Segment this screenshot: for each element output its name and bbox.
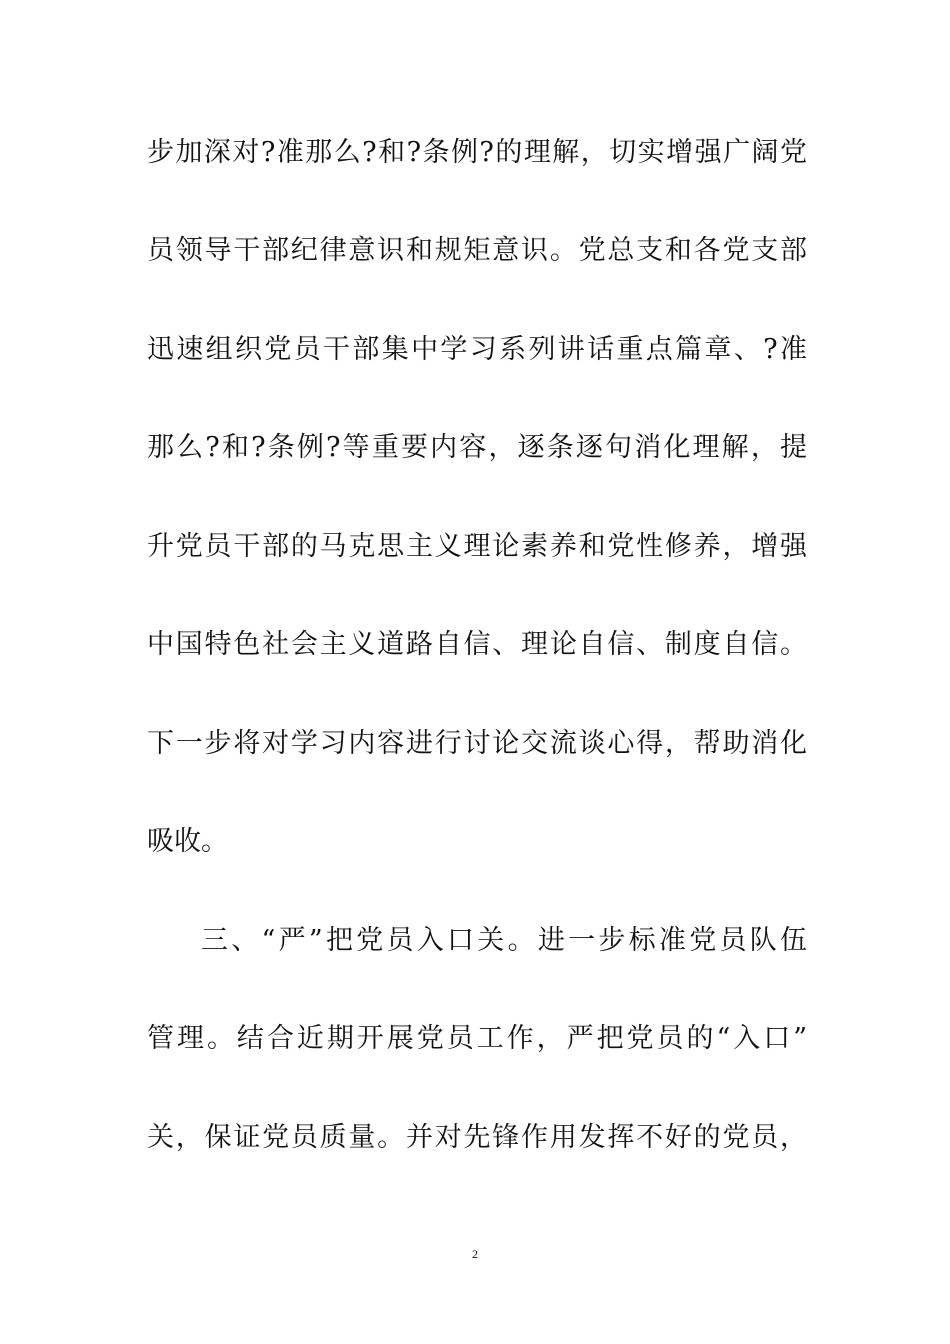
section-heading-line: 三、“严”把党员入口关。进一步标准党员队伍 [201, 925, 807, 956]
body-text-line-11: 关，保证党员质量。并对先锋作用发挥不好的党员， [147, 1122, 807, 1153]
body-text-line-2: 员领导干部纪律意识和规矩意识。党总支和各党支部 [147, 235, 807, 266]
body-text-line-6: 中国特色社会主义道路自信、理论自信、制度自信。 [147, 629, 807, 660]
body-text-line-7: 下一步将对学习内容进行讨论交流谈心得，帮助消化 [147, 728, 807, 759]
body-text-line-1: 步加深对?准那么?和?条例?的理解，切实增强广阔党 [147, 137, 807, 168]
body-text-line-8: 吸收。 [147, 826, 228, 857]
body-text-line-10: 管理。结合近期开展党员工作，严把党员的“入口” [147, 1023, 807, 1054]
body-text-line-4: 那么?和?条例?等重要内容，逐条逐句消化理解，提 [147, 432, 807, 463]
body-text-line-5: 升党员干部的马克思主义理论素养和党性修养，增强 [147, 531, 807, 562]
page-number: 2 [472, 1247, 478, 1261]
body-text-line-3: 迅速组织党员干部集中学习系列讲话重点篇章、?准 [147, 334, 807, 365]
